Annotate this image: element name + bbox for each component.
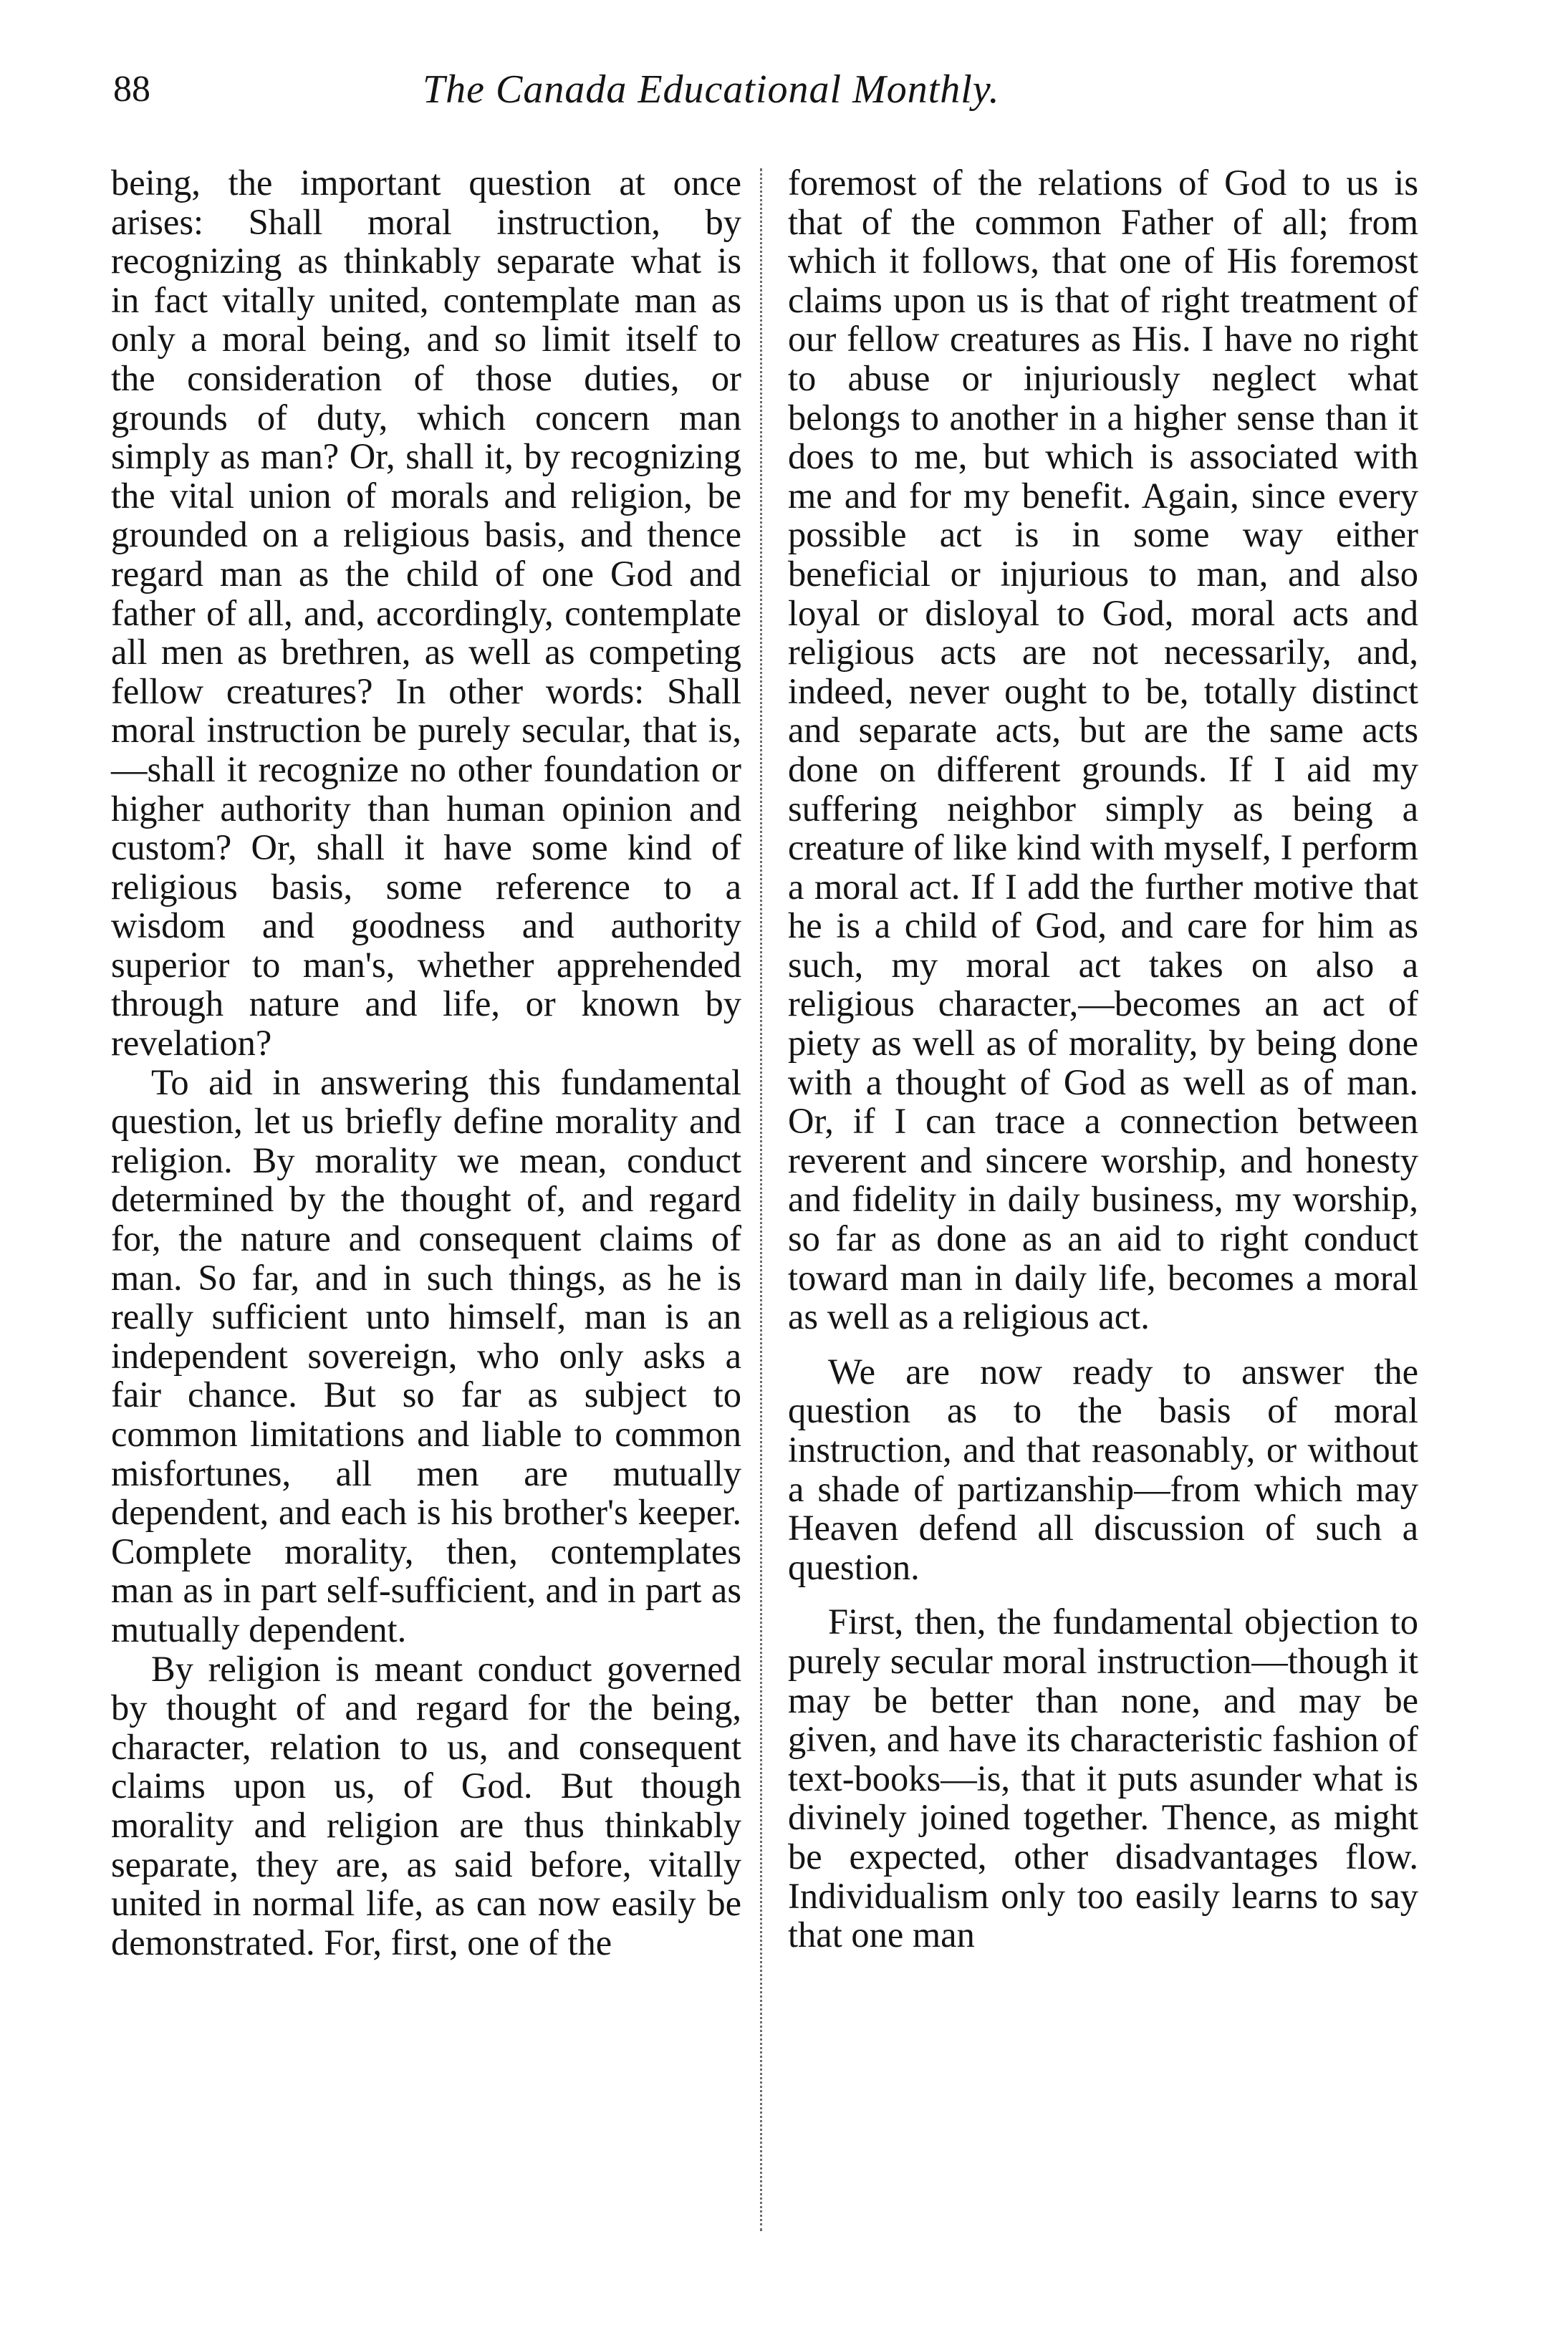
left-column — [111, 163, 741, 1962]
paragraph: We are now ready to answer the question as to the basis of moral instruction, and that reasonably, or without a shade of partizanship—from which may Heaven defend all discussion of such a question. — [788, 1351, 1418, 1587]
paragraph: By religion is meant conduct governed by thought of and regard for the being, character, relation to us, and consequent claims upon us, of God. But though morality and religion are thus thinkably separate, they are, as said before, vitally united in normal life, as can now easily be demonstrated. For, first, one of the — [111, 1648, 741, 1963]
page-number: 88 — [113, 69, 150, 110]
running-header — [107, 64, 1447, 122]
running-title: The Canada Educational Monthly. — [423, 67, 1000, 112]
column-divider — [760, 168, 762, 2231]
paragraph: foremost of the relations of God to us is that of the common Father of all; from which it follows, that one of His foremost claims upon us is that of right treatment of our fellow creatures as His. I have no right to abuse or injuriously neglect what belongs to another in a higher sense than it does to me, but which is associated with me and for my benefit. Again, since every possible act is in some way either beneficial or injurious to man, and also loyal or disloyal to God, moral acts and religious acts are not necessarily, and, indeed, never ought to be, totally distinct and separate acts, but are the same acts done on different grounds. If I aid my suffering neighbor simply as being a creature of like kind with myself, I perform a moral act. If I add the further motive that he is a child of God, and care for him as such, my moral act takes on also a religious character,—becomes an act of piety as well as of morality, by being done with a thought of God as well as of man. Or, if I can trace a connection between reverent and sincere worship, and honesty and fidelity in daily business, my worship, so far as done as an aid to right conduct toward man in daily life, becomes a moral as well as a religious act. — [788, 163, 1418, 1337]
right-column — [788, 163, 1418, 1955]
paragraph: First, then, the fundamental objection to purely secular moral instruction—though it may be better than none, and may be given, and have its characteristic fashion of text-books—is, that it puts asunder what is divinely joined together. Thence, as might be expected, other disadvantages flow. Individualism only too easily learns to say that one man — [788, 1602, 1418, 1955]
paragraph: To aid in answering this fundamental question, let us briefly define morality and religion. By morality we mean, conduct determined by the thought of, and regard for, the nature and consequent claims of man. So far, and in such things, as he is really sufficient unto himself, man is an independent sovereign, who only asks a fair chance. But so far as subject to common limitations and liable to common misfortunes, all men are mutually dependent, and each is his brother's keeper. Complete morality, then, contemplates man as in part self-sufficient, and in part as mutually dependent. — [111, 1061, 741, 1650]
paragraph: being, the important question at once arises: Shall moral instruction, by recognizing as thinkably separate what is in fact vitally united, contemplate man as only a moral being, and so limit itself to the consideration of those duties, or grounds of duty, which concern man simply as man? Or, shall it, by recognizing the vital union of morals and religion, be grounded on a religious basis, and thence regard man as the child of one God and father of all, and, accordingly, contemplate all men as brethren, as well as competing fellow creatures? In other words: Shall moral instruction be purely secular, that is,—shall it recognize no other foundation or higher authority than human opinion and custom? Or, shall it have some kind of religious basis, some reference to a wisdom and goodness and authority superior to man's, whether apprehended through nature and life, or known by revelation? — [111, 163, 741, 1064]
